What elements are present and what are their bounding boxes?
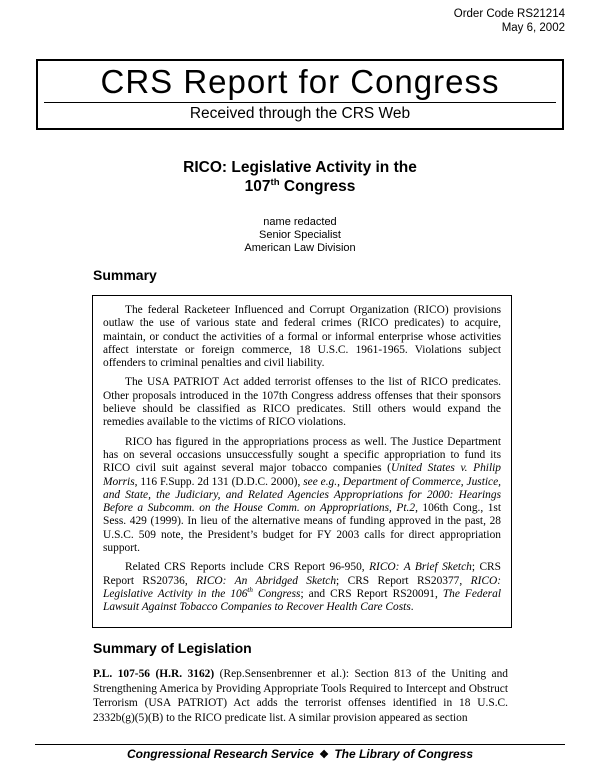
order-code: Order Code RS21214 xyxy=(453,8,565,20)
masthead-box xyxy=(36,59,564,130)
masthead-subtitle: Received through the CRS Web xyxy=(189,105,411,122)
case-citation-italic: United States v. Philip Morris xyxy=(103,462,501,488)
author-division: American Law Division xyxy=(244,242,356,254)
order-code-block xyxy=(454,8,565,35)
congress-word: Congress xyxy=(279,178,356,195)
author-block xyxy=(0,216,600,255)
legislation-heading: Summary of Legislation xyxy=(93,640,252,656)
legislation-paragraph-1: P.L. 107-56 (H.R. 3162) (Rep.Sensenbrenner et al.): Section 813 of the Uniting and Strengthening America by Providing Appropriate Tools Required to Intercept and Obstruct Terrorism (USA PATRIOT) Act adds the terrorist offenses identified in 18 U.S.C. 2332b(g)(5)(B) to the RICO predicate list. A similar provision appeared as section xyxy=(93,668,508,724)
report-title-line1: RICO: Legislative Activity in the xyxy=(183,159,417,176)
summary-heading: Summary xyxy=(93,267,157,283)
bill-number-bold: P.L. 107-56 (H.R. 3162) xyxy=(93,668,215,680)
report-date: May 6, 2002 xyxy=(501,21,565,34)
report-title-line2 xyxy=(0,177,600,196)
footer-org-2: The Library of Congress xyxy=(334,747,474,761)
report-title-italic: RICO: A Brief Sketch xyxy=(369,561,472,574)
summary-paragraph-1: The federal Racketeer Influenced and Corrupt Organization (RICO) provisions outlaw the use of various state and federal crimes (RICO predicates) to acquire, maintain, or conduct the activities of a formal or informal enterprise whose activities affect interstate or foreign commerce, 18 U.S.C. 1961-1965. Violations subject offenders to criminal penalties and civil liability. xyxy=(103,304,501,370)
summary-paragraph-2: The USA PATRIOT Act added terrorist offenses to the list of RICO predicates. Other proposals introduced in the 107th Congress address offenses that their sponsors believe should be classified as RICO predicates. Still others would expand the remedies available to the victims of RICO violations. xyxy=(103,376,501,429)
report-title-italic: RICO: Legislative Activity in the 106th Congress xyxy=(103,574,501,600)
report-title xyxy=(0,158,600,196)
congress-number: 107 xyxy=(244,178,271,195)
footer-text xyxy=(0,747,600,763)
congress-ordinal-suffix: th xyxy=(270,176,280,188)
report-title-italic: The Federal Lawsuit Against Tobacco Companies to Recover Health Care Costs xyxy=(103,587,501,614)
summary-paragraph-3: RICO has figured in the appropriations process as well. The Justice Department has on several occasions unsuccessfully sought a specific appropriation to fund its RICO civil suit against several major tobacco companies (United States v. Philip Morris, 116 F.Supp. 2d 131 (D.D.C. 2000), see e.g., Department of Commerce, Justice, and State, the Judiciary, and Related Agencies Appropriations for 2000: Hearings Before a Subcomm. on the House Comm. on Appropriations, Pt.2, 106th Cong., 1st Sess. 429 (1999). In lieu of the alternative means of funding approved in the past, 28 U.S.C. 509 note, the President’s budget for FY 2003 calls for direct appropriation support. xyxy=(103,435,501,555)
footer-org-1: Congressional Research Service xyxy=(126,747,314,761)
hearing-citation-italic: see e.g., Department of Commerce, Justice, and State, the Judiciary, and Related Agencies Appropriations for 2000: Hearings Before a Subcomm. on the House Comm. on Appropriations, Pt.2 xyxy=(103,475,501,515)
diamond-icon: ❖ xyxy=(319,749,329,761)
report-title-italic: RICO: An Abridged Sketch xyxy=(196,574,337,587)
masthead-title: CRS Report for Congress xyxy=(100,63,500,100)
author-title: Senior Specialist xyxy=(259,229,341,241)
author-name: name redacted xyxy=(263,216,337,228)
footer-rule xyxy=(35,744,565,745)
summary-box xyxy=(92,295,512,628)
summary-paragraph-4: Related CRS Reports include CRS Report 96-950, RICO: A Brief Sketch; CRS Report RS20736, RICO: An Abridged Sketch; CRS Report RS20377, RICO: Legislative Activity in the 106th Congress; and CRS Report RS20091, The Federal Lawsuit Against Tobacco Companies to Recover Health Care Costs. xyxy=(103,561,501,614)
